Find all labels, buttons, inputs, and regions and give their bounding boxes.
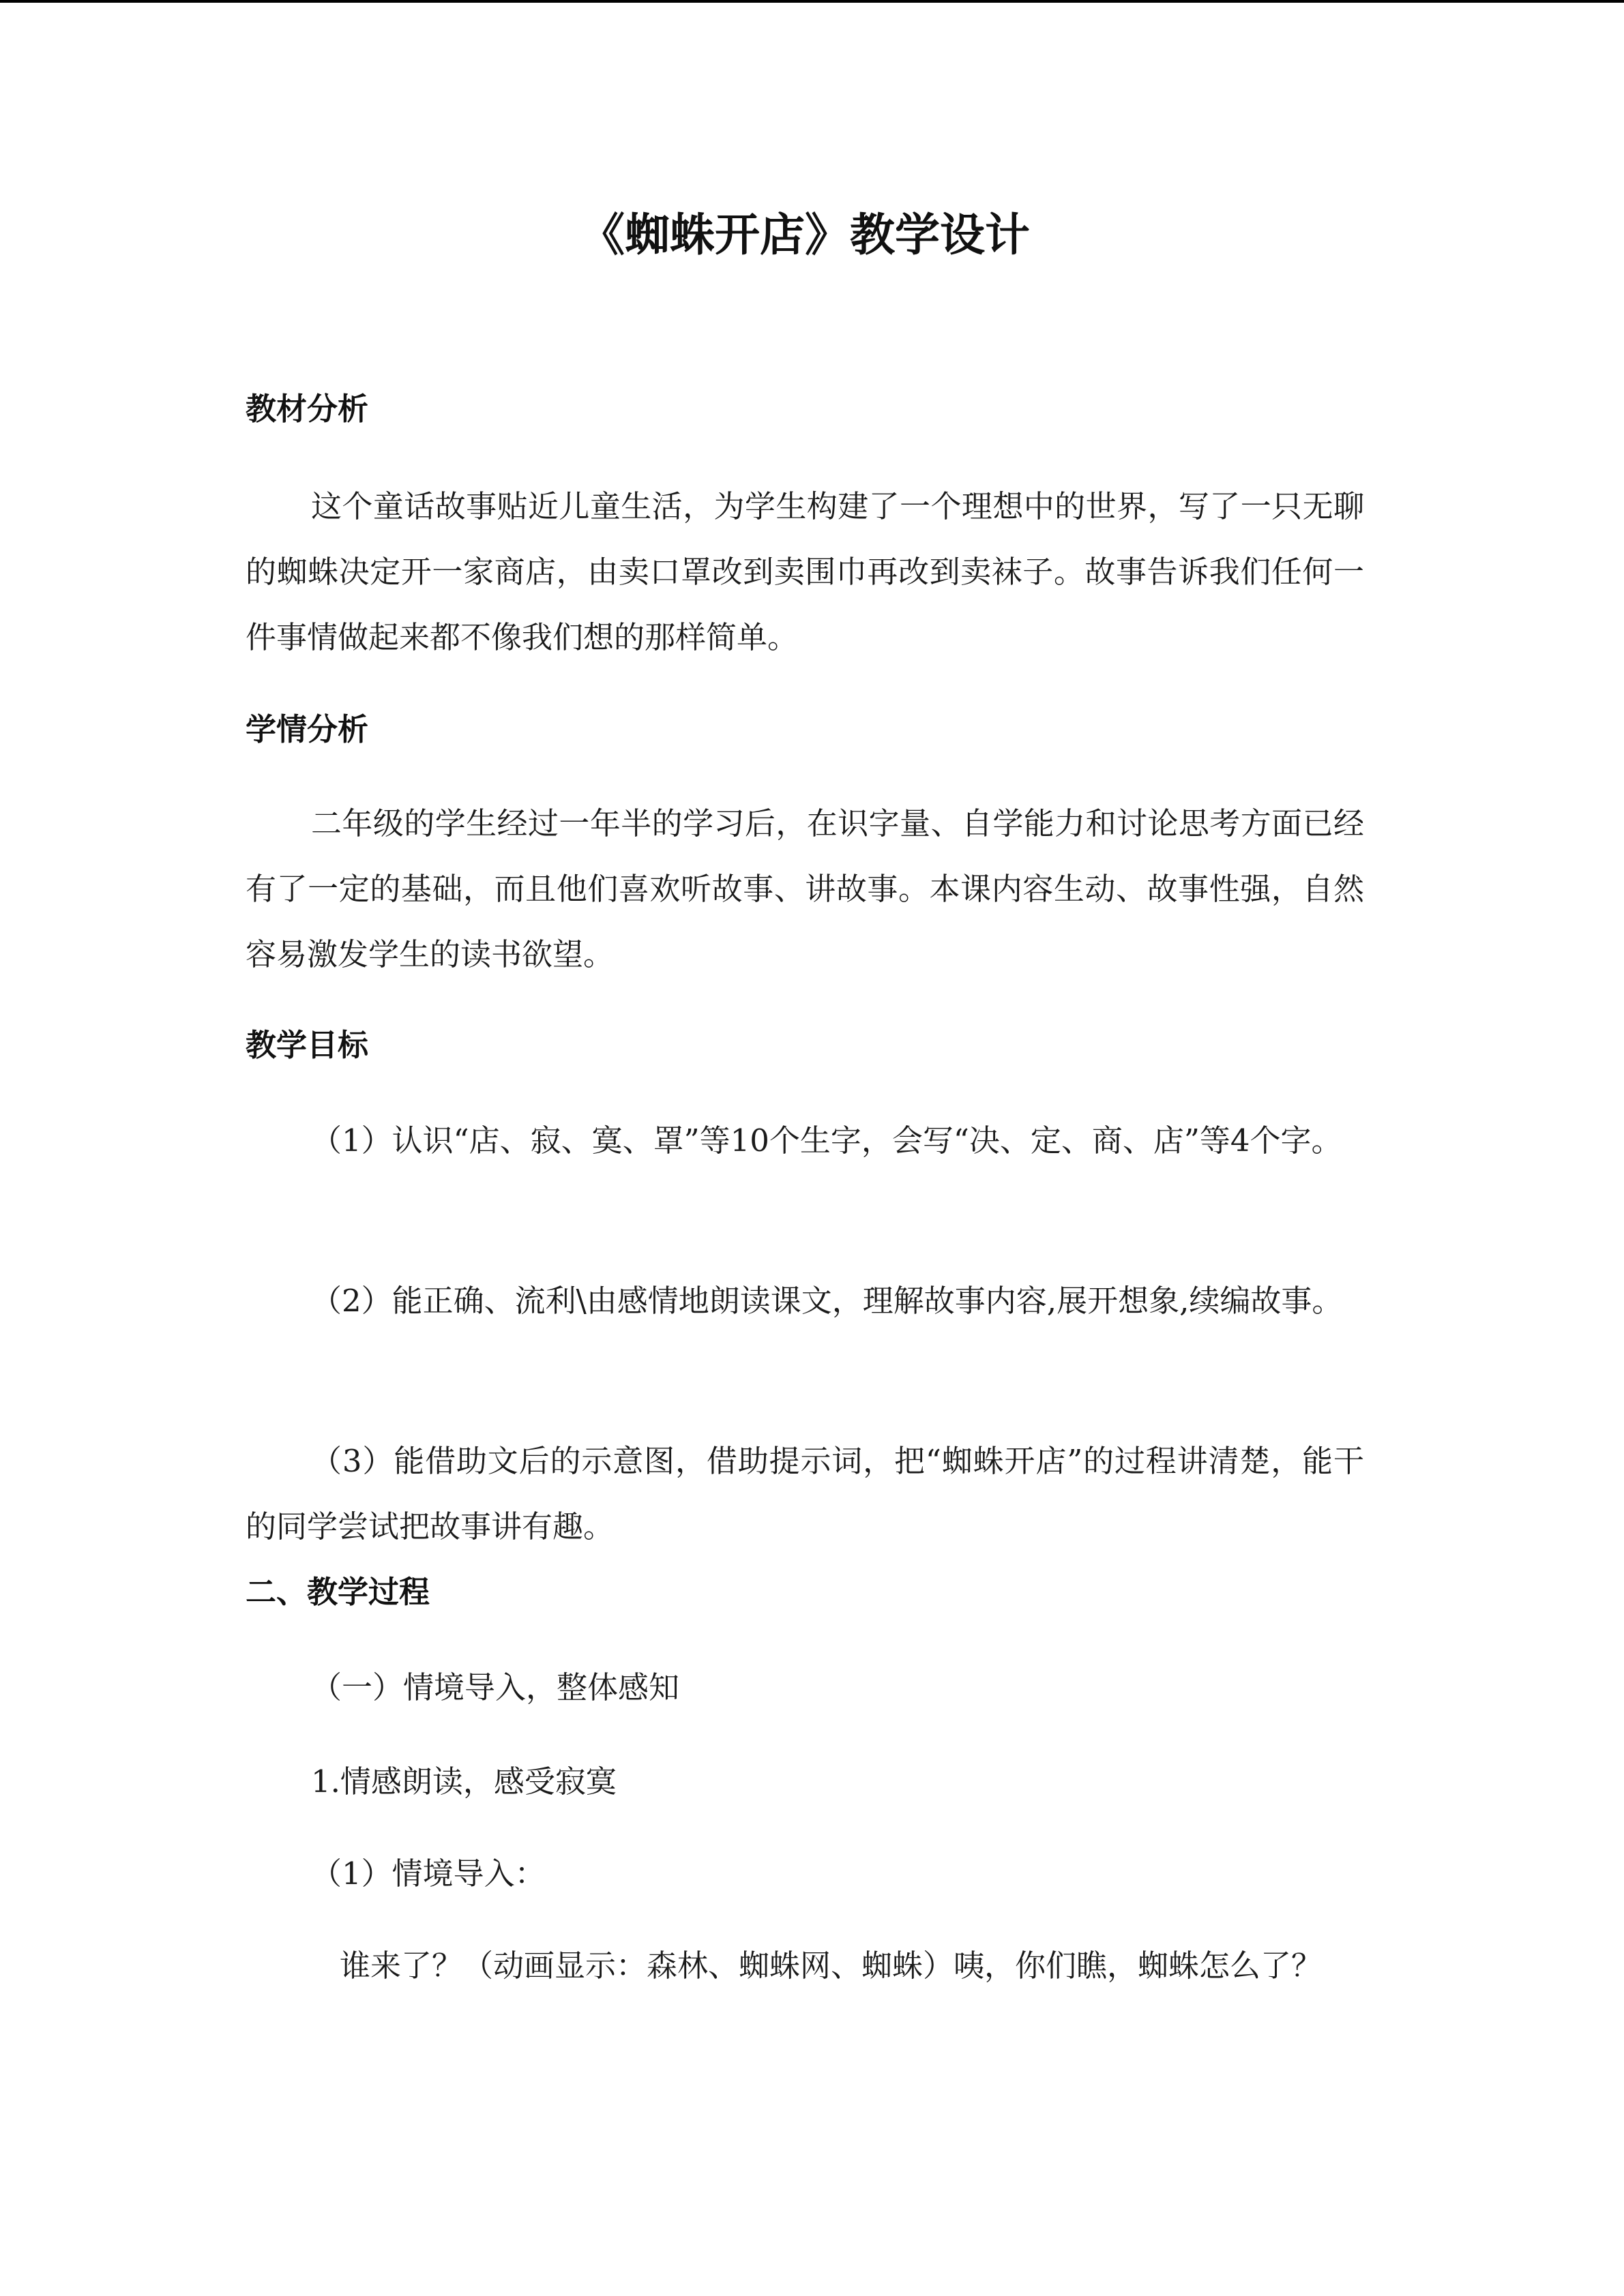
paragraph-student-analysis: 二年级的学生经过一年半的学习后，在识字量、自学能力和讨论思考方面已经有了一定的基础，而且他们喜欢听故事、讲故事。本课内容生动、故事性强，自然容易激发学生的读书欲望。 [246,805,1364,972]
document-title: 《蜘蛛开店》教学设计 [580,209,1030,261]
process-step-who-came: 谁来了？（动画显示：森林、蜘蛛网、蜘蛛）咦，你们瞧，蜘蛛怎么了？ [340,1948,1323,1984]
goal-item-1: （1）认识“店、寂、寞、罩”等10个生字，会写“决、定、商、店”等4个字。 [311,1122,1342,1159]
process-step-emotional-reading: 1.情感朗读，感受寂寞 [311,1763,617,1800]
goal-item-3: （3）能借助文后的示意图，借助提示词，把“蜘蛛开店”的过程讲清楚，能干的同学尝试把故事讲有趣。 [246,1443,1364,1545]
heading-textbook-analysis: 教材分析 [246,391,369,427]
process-step-situation-intro: （一）情境导入，整体感知 [311,1669,680,1705]
paragraph-textbook-analysis: 这个童话故事贴近儿童生活，为学生构建了一个理想中的世界，写了一只无聊的蜘蛛决定开一家商店，由卖口罩改到卖围巾再改到卖袜子。故事告诉我们任何一件事情做起来都不像我们想的那样简单。 [246,488,1364,655]
heading-student-analysis: 学情分析 [246,711,369,747]
goal-item-2: （2）能正确、流利\由感情地朗读课文，理解故事内容,展开想象,续编故事。 [311,1283,1343,1319]
heading-teaching-process: 二、教学过程 [246,1574,430,1610]
document-page [246,0,1364,2296]
heading-teaching-goals: 教学目标 [246,1027,369,1063]
process-step-context-intro: （1）情境导入： [311,1855,546,1892]
